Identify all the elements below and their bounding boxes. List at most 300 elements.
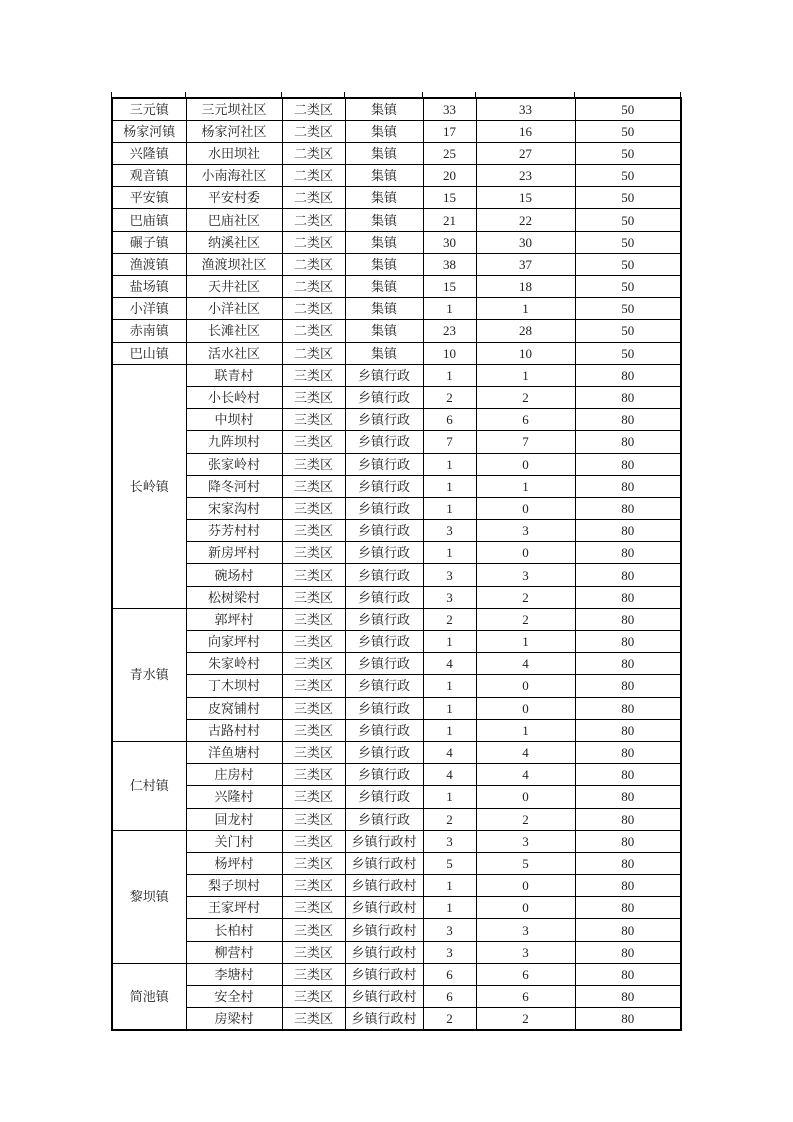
- zone-cell: 二类区: [282, 120, 345, 142]
- type-cell: 集镇: [345, 142, 423, 164]
- table-row: [112, 631, 681, 653]
- table-row: [112, 542, 681, 564]
- zone-cell: 二类区: [282, 209, 345, 231]
- zone-cell: 三类区: [282, 741, 345, 763]
- table-row: [112, 653, 681, 675]
- count2-cell: 28: [476, 320, 575, 342]
- zone-cell: 三类区: [282, 608, 345, 630]
- count1-cell: 38: [423, 253, 476, 275]
- zone-cell: 二类区: [282, 253, 345, 275]
- zone-cell: 三类区: [282, 675, 345, 697]
- village-cell: 柳营村: [186, 941, 282, 963]
- town-cell: 黎坝镇: [112, 830, 186, 963]
- count2-cell: 2: [476, 586, 575, 608]
- count2-cell: 33: [476, 98, 575, 120]
- zone-cell: 三类区: [282, 852, 345, 874]
- village-cell: 巴庙社区: [186, 209, 282, 231]
- village-cell: 洋鱼塘村: [186, 741, 282, 763]
- village-cell: 芬芳村村: [186, 520, 282, 542]
- count1-cell: 2: [423, 808, 476, 830]
- zone-cell: 三类区: [282, 697, 345, 719]
- count2-cell: 0: [476, 675, 575, 697]
- type-cell: 乡镇行政: [345, 409, 423, 431]
- count2-cell: 1: [476, 631, 575, 653]
- village-cell: 宋家沟村: [186, 497, 282, 519]
- type-cell: 乡镇行政: [345, 741, 423, 763]
- table-row: [112, 342, 681, 364]
- type-cell: 乡镇行政: [345, 631, 423, 653]
- zone-cell: 二类区: [282, 276, 345, 298]
- table-row: [112, 986, 681, 1008]
- rate-cell: 80: [575, 675, 681, 697]
- count2-cell: 0: [476, 786, 575, 808]
- type-cell: 集镇: [345, 320, 423, 342]
- rate-cell: 80: [575, 808, 681, 830]
- table-row: [112, 453, 681, 475]
- town-cell: 兴隆镇: [112, 142, 186, 164]
- village-cell: 平安村委: [186, 187, 282, 209]
- table-body: [112, 98, 681, 1030]
- count1-cell: 6: [423, 986, 476, 1008]
- type-cell: 乡镇行政村: [345, 1008, 423, 1030]
- zone-cell: 三类区: [282, 875, 345, 897]
- zone-cell: 二类区: [282, 298, 345, 320]
- count2-cell: 1: [476, 475, 575, 497]
- type-cell: 乡镇行政村: [345, 941, 423, 963]
- rate-cell: 50: [575, 342, 681, 364]
- count1-cell: 3: [423, 520, 476, 542]
- town-cell: 巴庙镇: [112, 209, 186, 231]
- table-row: [112, 120, 681, 142]
- village-cell: 渔渡坝社区: [186, 253, 282, 275]
- count2-cell: 0: [476, 897, 575, 919]
- count1-cell: 3: [423, 564, 476, 586]
- rate-cell: 80: [575, 963, 681, 985]
- rate-cell: 50: [575, 120, 681, 142]
- type-cell: 乡镇行政: [345, 364, 423, 386]
- zone-cell: 三类区: [282, 564, 345, 586]
- table-row: [112, 764, 681, 786]
- village-cell: 活水社区: [186, 342, 282, 364]
- type-cell: 乡镇行政: [345, 386, 423, 408]
- type-cell: 乡镇行政: [345, 697, 423, 719]
- count1-cell: 25: [423, 142, 476, 164]
- table-row: [112, 276, 681, 298]
- count2-cell: 2: [476, 608, 575, 630]
- table-row: [112, 897, 681, 919]
- type-cell: 乡镇行政: [345, 586, 423, 608]
- count2-cell: 27: [476, 142, 575, 164]
- table-row: [112, 719, 681, 741]
- village-cell: 长柏村: [186, 919, 282, 941]
- count1-cell: 10: [423, 342, 476, 364]
- zone-cell: 三类区: [282, 653, 345, 675]
- village-cell: 张家岭村: [186, 453, 282, 475]
- type-cell: 乡镇行政村: [345, 830, 423, 852]
- village-cell: 中坝村: [186, 409, 282, 431]
- zone-cell: 三类区: [282, 431, 345, 453]
- table-row: [112, 941, 681, 963]
- type-cell: 集镇: [345, 98, 423, 120]
- rate-cell: 50: [575, 298, 681, 320]
- town-cell: 盐场镇: [112, 276, 186, 298]
- count1-cell: 3: [423, 919, 476, 941]
- count1-cell: 6: [423, 963, 476, 985]
- count1-cell: 7: [423, 431, 476, 453]
- count2-cell: 22: [476, 209, 575, 231]
- zone-cell: 三类区: [282, 586, 345, 608]
- rate-cell: 80: [575, 986, 681, 1008]
- count1-cell: 3: [423, 830, 476, 852]
- type-cell: 乡镇行政村: [345, 852, 423, 874]
- village-cell: 安全村: [186, 986, 282, 1008]
- type-cell: 乡镇行政: [345, 475, 423, 497]
- village-cell: 天井社区: [186, 276, 282, 298]
- zone-cell: 三类区: [282, 941, 345, 963]
- type-cell: 集镇: [345, 231, 423, 253]
- town-cell: 仁村镇: [112, 741, 186, 830]
- village-cell: 李塘村: [186, 963, 282, 985]
- zone-cell: 二类区: [282, 320, 345, 342]
- count2-cell: 1: [476, 364, 575, 386]
- count1-cell: 3: [423, 586, 476, 608]
- zone-cell: 三类区: [282, 409, 345, 431]
- town-cell: 渔渡镇: [112, 253, 186, 275]
- rate-cell: 80: [575, 386, 681, 408]
- rate-cell: 80: [575, 875, 681, 897]
- type-cell: 乡镇行政村: [345, 986, 423, 1008]
- rate-cell: 80: [575, 897, 681, 919]
- type-cell: 集镇: [345, 120, 423, 142]
- zone-cell: 三类区: [282, 830, 345, 852]
- type-cell: 乡镇行政村: [345, 875, 423, 897]
- zone-cell: 三类区: [282, 719, 345, 741]
- village-cell: 九阵坝村: [186, 431, 282, 453]
- rate-cell: 80: [575, 542, 681, 564]
- type-cell: 乡镇行政: [345, 653, 423, 675]
- zone-cell: 二类区: [282, 187, 345, 209]
- village-cell: 回龙村: [186, 808, 282, 830]
- type-cell: 乡镇行政: [345, 764, 423, 786]
- type-cell: 乡镇行政: [345, 453, 423, 475]
- table-row: [112, 564, 681, 586]
- count1-cell: 33: [423, 98, 476, 120]
- table-row: [112, 963, 681, 985]
- table-row: [112, 320, 681, 342]
- count2-cell: 4: [476, 741, 575, 763]
- town-cell: 巴山镇: [112, 342, 186, 364]
- table-row: [112, 586, 681, 608]
- count1-cell: 17: [423, 120, 476, 142]
- zone-cell: 三类区: [282, 631, 345, 653]
- village-cell: 丁木坝村: [186, 675, 282, 697]
- count2-cell: 0: [476, 875, 575, 897]
- village-cell: 新房坪村: [186, 542, 282, 564]
- rate-cell: 80: [575, 453, 681, 475]
- town-cell: 三元镇: [112, 98, 186, 120]
- rate-cell: 80: [575, 564, 681, 586]
- type-cell: 乡镇行政: [345, 497, 423, 519]
- zone-cell: 三类区: [282, 497, 345, 519]
- table-row: [112, 142, 681, 164]
- zone-cell: 三类区: [282, 453, 345, 475]
- count2-cell: 15: [476, 187, 575, 209]
- type-cell: 乡镇行政: [345, 608, 423, 630]
- count2-cell: 0: [476, 453, 575, 475]
- village-cell: 水田坝社: [186, 142, 282, 164]
- count2-cell: 6: [476, 409, 575, 431]
- table-row: [112, 675, 681, 697]
- count1-cell: 1: [423, 453, 476, 475]
- count2-cell: 10: [476, 342, 575, 364]
- table-row: [112, 808, 681, 830]
- village-cell: 碗场村: [186, 564, 282, 586]
- town-cell: 赤南镇: [112, 320, 186, 342]
- count1-cell: 1: [423, 497, 476, 519]
- table-row: [112, 298, 681, 320]
- village-cell: 关门村: [186, 830, 282, 852]
- type-cell: 集镇: [345, 298, 423, 320]
- type-cell: 集镇: [345, 342, 423, 364]
- rate-cell: 80: [575, 497, 681, 519]
- rate-cell: 50: [575, 98, 681, 120]
- village-cell: 纳溪社区: [186, 231, 282, 253]
- count1-cell: 6: [423, 409, 476, 431]
- type-cell: 乡镇行政村: [345, 919, 423, 941]
- count2-cell: 23: [476, 165, 575, 187]
- village-cell: 三元坝社区: [186, 98, 282, 120]
- village-cell: 朱家岭村: [186, 653, 282, 675]
- table-row: [112, 1008, 681, 1030]
- count1-cell: 23: [423, 320, 476, 342]
- rate-cell: 80: [575, 941, 681, 963]
- count1-cell: 4: [423, 741, 476, 763]
- type-cell: 乡镇行政: [345, 542, 423, 564]
- rate-cell: 80: [575, 764, 681, 786]
- table-row: [112, 786, 681, 808]
- count1-cell: 1: [423, 675, 476, 697]
- table-row: [112, 253, 681, 275]
- town-cell: 平安镇: [112, 187, 186, 209]
- count2-cell: 6: [476, 963, 575, 985]
- count1-cell: 2: [423, 386, 476, 408]
- table-row: [112, 475, 681, 497]
- town-cell: 碾子镇: [112, 231, 186, 253]
- count2-cell: 6: [476, 986, 575, 1008]
- type-cell: 乡镇行政: [345, 808, 423, 830]
- count1-cell: 4: [423, 653, 476, 675]
- count2-cell: 37: [476, 253, 575, 275]
- count1-cell: 1: [423, 364, 476, 386]
- count2-cell: 0: [476, 697, 575, 719]
- zone-cell: 三类区: [282, 364, 345, 386]
- count1-cell: 1: [423, 475, 476, 497]
- type-cell: 集镇: [345, 253, 423, 275]
- count2-cell: 3: [476, 830, 575, 852]
- village-cell: 小长岭村: [186, 386, 282, 408]
- zone-cell: 二类区: [282, 165, 345, 187]
- zone-cell: 三类区: [282, 897, 345, 919]
- count1-cell: 15: [423, 187, 476, 209]
- rate-cell: 80: [575, 852, 681, 874]
- rate-cell: 50: [575, 142, 681, 164]
- rate-cell: 80: [575, 431, 681, 453]
- rate-cell: 80: [575, 586, 681, 608]
- rate-cell: 50: [575, 231, 681, 253]
- rate-cell: 80: [575, 719, 681, 741]
- table-row: [112, 520, 681, 542]
- village-cell: 杨家河社区: [186, 120, 282, 142]
- zone-cell: 三类区: [282, 475, 345, 497]
- count2-cell: 1: [476, 719, 575, 741]
- rate-cell: 80: [575, 919, 681, 941]
- table-row: [112, 431, 681, 453]
- rate-cell: 80: [575, 1008, 681, 1030]
- village-data-table: [111, 97, 682, 1031]
- rate-cell: 80: [575, 364, 681, 386]
- type-cell: 乡镇行政: [345, 675, 423, 697]
- count2-cell: 1: [476, 298, 575, 320]
- count1-cell: 1: [423, 719, 476, 741]
- village-cell: 向家坪村: [186, 631, 282, 653]
- type-cell: 乡镇行政: [345, 719, 423, 741]
- type-cell: 乡镇行政村: [345, 897, 423, 919]
- count1-cell: 1: [423, 697, 476, 719]
- town-cell: 观音镇: [112, 165, 186, 187]
- type-cell: 乡镇行政: [345, 786, 423, 808]
- type-cell: 集镇: [345, 187, 423, 209]
- village-cell: 小洋社区: [186, 298, 282, 320]
- table-row: [112, 209, 681, 231]
- zone-cell: 二类区: [282, 342, 345, 364]
- rate-cell: 80: [575, 697, 681, 719]
- count2-cell: 2: [476, 1008, 575, 1030]
- type-cell: 乡镇行政: [345, 564, 423, 586]
- table-row: [112, 497, 681, 519]
- count2-cell: 7: [476, 431, 575, 453]
- rate-cell: 50: [575, 253, 681, 275]
- zone-cell: 三类区: [282, 386, 345, 408]
- rate-cell: 80: [575, 475, 681, 497]
- count1-cell: 1: [423, 786, 476, 808]
- rate-cell: 50: [575, 209, 681, 231]
- table-row: [112, 852, 681, 874]
- zone-cell: 三类区: [282, 786, 345, 808]
- rate-cell: 80: [575, 608, 681, 630]
- rate-cell: 80: [575, 653, 681, 675]
- rate-cell: 80: [575, 830, 681, 852]
- village-cell: 古路村村: [186, 719, 282, 741]
- zone-cell: 三类区: [282, 1008, 345, 1030]
- zone-cell: 三类区: [282, 986, 345, 1008]
- type-cell: 集镇: [345, 165, 423, 187]
- count2-cell: 18: [476, 276, 575, 298]
- count2-cell: 3: [476, 564, 575, 586]
- village-cell: 杨坪村: [186, 852, 282, 874]
- count1-cell: 30: [423, 231, 476, 253]
- count1-cell: 2: [423, 608, 476, 630]
- rate-cell: 80: [575, 631, 681, 653]
- type-cell: 集镇: [345, 209, 423, 231]
- table-row: [112, 187, 681, 209]
- zone-cell: 三类区: [282, 919, 345, 941]
- village-cell: 降冬河村: [186, 475, 282, 497]
- village-cell: 兴隆村: [186, 786, 282, 808]
- zone-cell: 二类区: [282, 98, 345, 120]
- table-row: [112, 608, 681, 630]
- count1-cell: 5: [423, 852, 476, 874]
- count1-cell: 2: [423, 1008, 476, 1030]
- count1-cell: 21: [423, 209, 476, 231]
- count1-cell: 1: [423, 875, 476, 897]
- count2-cell: 4: [476, 653, 575, 675]
- type-cell: 乡镇行政村: [345, 963, 423, 985]
- village-cell: 房梁村: [186, 1008, 282, 1030]
- type-cell: 乡镇行政: [345, 520, 423, 542]
- town-cell: 小洋镇: [112, 298, 186, 320]
- count1-cell: 15: [423, 276, 476, 298]
- count2-cell: 0: [476, 542, 575, 564]
- count2-cell: 3: [476, 941, 575, 963]
- count2-cell: 5: [476, 852, 575, 874]
- zone-cell: 二类区: [282, 231, 345, 253]
- village-cell: 庄房村: [186, 764, 282, 786]
- town-cell: 青水镇: [112, 608, 186, 741]
- rate-cell: 80: [575, 520, 681, 542]
- rate-cell: 50: [575, 276, 681, 298]
- count1-cell: 1: [423, 542, 476, 564]
- zone-cell: 三类区: [282, 808, 345, 830]
- zone-cell: 三类区: [282, 764, 345, 786]
- count1-cell: 1: [423, 897, 476, 919]
- zone-cell: 三类区: [282, 520, 345, 542]
- town-cell: 长岭镇: [112, 364, 186, 608]
- rate-cell: 80: [575, 409, 681, 431]
- rate-cell: 50: [575, 320, 681, 342]
- table-row: [112, 875, 681, 897]
- table-row: [112, 697, 681, 719]
- type-cell: 集镇: [345, 276, 423, 298]
- table-row: [112, 98, 681, 120]
- table-row: [112, 231, 681, 253]
- table-row: [112, 919, 681, 941]
- count1-cell: 4: [423, 764, 476, 786]
- zone-cell: 二类区: [282, 142, 345, 164]
- count2-cell: 4: [476, 764, 575, 786]
- village-cell: 梨子坝村: [186, 875, 282, 897]
- village-cell: 松树梁村: [186, 586, 282, 608]
- count2-cell: 2: [476, 808, 575, 830]
- village-cell: 长滩社区: [186, 320, 282, 342]
- count2-cell: 3: [476, 520, 575, 542]
- table-row: [112, 364, 681, 386]
- village-cell: 皮窝铺村: [186, 697, 282, 719]
- town-cell: 简池镇: [112, 963, 186, 1030]
- rate-cell: 80: [575, 786, 681, 808]
- table-row: [112, 741, 681, 763]
- zone-cell: 三类区: [282, 963, 345, 985]
- count2-cell: 16: [476, 120, 575, 142]
- count1-cell: 1: [423, 631, 476, 653]
- table-row: [112, 830, 681, 852]
- count2-cell: 2: [476, 386, 575, 408]
- rate-cell: 50: [575, 165, 681, 187]
- table-row: [112, 165, 681, 187]
- zone-cell: 三类区: [282, 542, 345, 564]
- count1-cell: 20: [423, 165, 476, 187]
- rate-cell: 50: [575, 187, 681, 209]
- village-cell: 联青村: [186, 364, 282, 386]
